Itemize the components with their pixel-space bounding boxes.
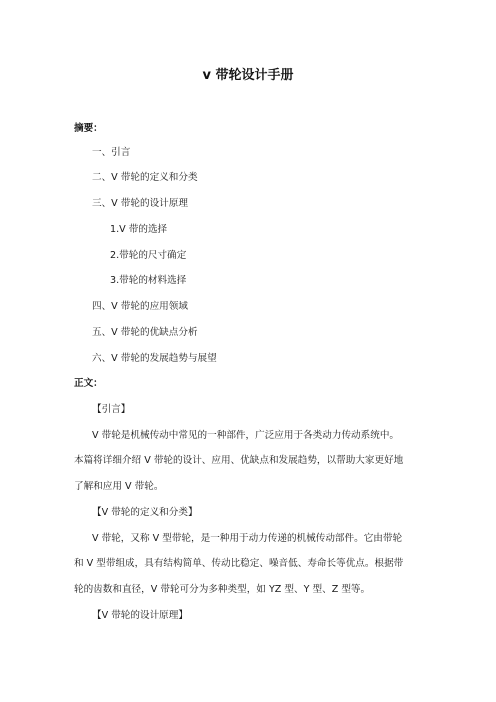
toc-item: 二、V 带轮的定义和分类: [92, 172, 198, 183]
abstract-label: 摘要：: [74, 123, 103, 134]
body-label: 正文：: [74, 378, 103, 389]
toc-subitem: 3.带轮的材料选择: [110, 275, 187, 286]
document-title: v 带轮设计手册: [202, 68, 294, 83]
paragraph-line: 和 V 型带组成，具有结构简单、传动比稳定、噪音低、寿命长等优点。根据带: [74, 558, 404, 569]
section-heading: 【引言】: [92, 404, 131, 415]
paragraph-line: 轮的齿数和直径，V 带轮可分为多种类型，如 YZ 型、Y 型、Z 型等。: [74, 584, 371, 595]
toc-subitem: 2.带轮的尺寸确定: [110, 250, 187, 261]
paragraph-line: 本篇将详细介绍 V 带轮的设计、应用、优缺点和发展趋势，以帮助大家更好地: [74, 455, 404, 466]
paragraph-line: 了解和应用 V 带轮。: [74, 481, 164, 492]
toc-item: 五、V 带轮的优缺点分析: [92, 327, 198, 338]
section-heading: 【V 带轮的设计原理】: [92, 610, 188, 621]
toc-item: 六、V 带轮的发展趋势与展望: [92, 353, 217, 364]
paragraph-line: V 带轮，又称 V 型带轮，是一种用于动力传递的机械传动部件。它由带轮: [92, 533, 403, 544]
toc-item: 一、引言: [92, 147, 131, 158]
paragraph-line: V 带轮是机械传动中常见的一种部件，广泛应用于各类动力传动系统中。: [92, 430, 400, 441]
toc-item: 四、V 带轮的应用领域: [92, 301, 188, 312]
toc-subitem: 1.V 带的选择: [110, 224, 168, 235]
section-heading: 【V 带轮的定义和分类】: [92, 507, 198, 518]
toc-item: 三、V 带轮的设计原理: [92, 198, 188, 209]
